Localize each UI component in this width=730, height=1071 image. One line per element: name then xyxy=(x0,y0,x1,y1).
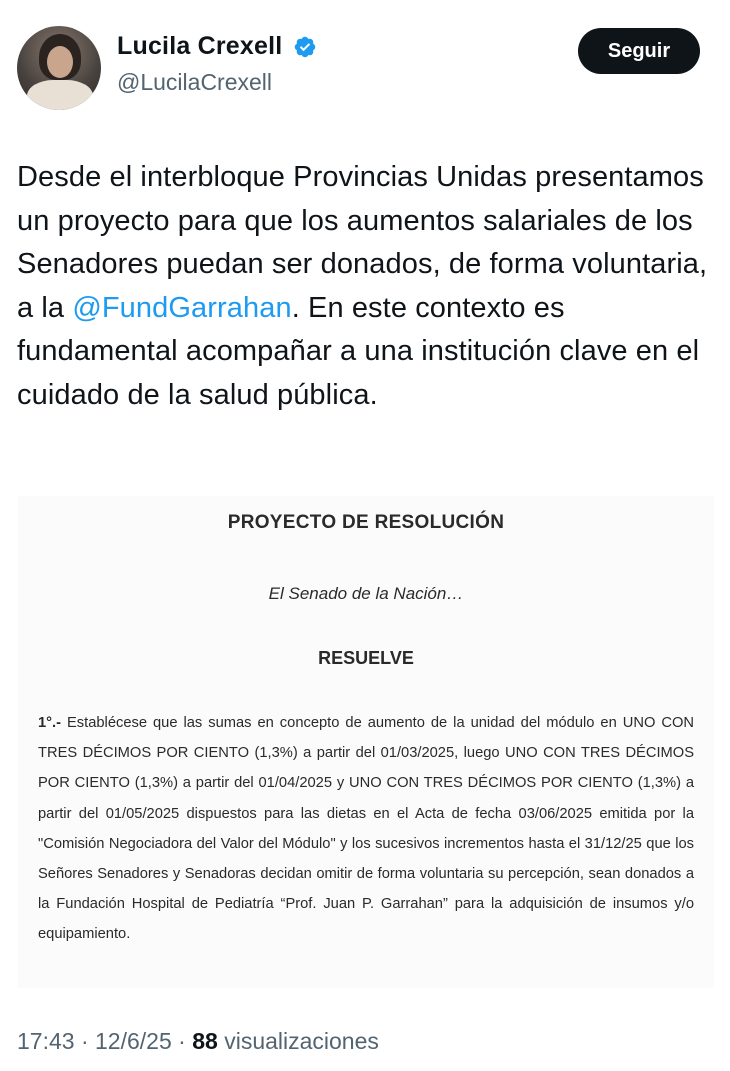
attached-document-image[interactable] xyxy=(18,496,714,988)
article-text: Establécese que las sumas en concepto de aumento de la unidad del módulo en UNO CON TRES DÉCIMOS POR CIENTO (1,3%) a partir del 01/03/2025, luego UNO CON TRES DÉCIMOS POR CIENTO (1,3%) a partir del 01/04/2025 y UNO CON TRES DÉCIMOS POR CIENTO (1,3%) a partir del 01/05/2025 dispuestos para las dietas en el Acta de fecha 03/06/2025 emitida por la "Comisión Negociadora del Valor del Módulo" y los sucesivos incrementos hasta el 31/12/25 que los Señores Senadores y Senadoras decidan omitir de forma voluntaria su percepción, sean donados a la Fundación Hospital de Pediatría “Prof. Juan P. Garrahan” para la adquisición de insumos y/o equipamiento. xyxy=(38,715,694,943)
mention-link[interactable]: @FundGarrahan xyxy=(72,291,292,324)
avatar-face xyxy=(47,46,73,78)
tweet-date[interactable]: 12/6/25 xyxy=(95,1028,172,1054)
meta-separator: · xyxy=(74,1028,96,1054)
tweet-time[interactable]: 17:43 xyxy=(17,1028,75,1054)
article-number: 1°.- xyxy=(38,715,62,731)
follow-button[interactable]: Seguir xyxy=(578,28,700,74)
views-count: 88 xyxy=(192,1028,218,1054)
author-block[interactable] xyxy=(117,32,317,96)
tweet-meta xyxy=(17,1028,379,1055)
tweet-header xyxy=(17,26,700,112)
handle[interactable]: @LucilaCrexell xyxy=(117,69,273,95)
tweet-text xyxy=(17,156,722,417)
tweet-text-after: . En este contexto es fundamental acompañar a una institución clave en el cuidado de la salud pública. xyxy=(17,291,700,411)
document-resolve-heading: RESUELVE xyxy=(318,648,414,668)
views-label: visualizaciones xyxy=(217,1028,379,1054)
meta-separator: · xyxy=(171,1028,193,1054)
avatar[interactable] xyxy=(17,26,101,110)
document-article xyxy=(38,708,694,950)
display-name[interactable]: Lucila Crexell xyxy=(117,32,283,60)
document-senate-line: El Senado de la Nación… xyxy=(268,584,464,603)
tweet-text-before: Desde el interbloque Provincias Unidas presentamos un proyecto para que los aumentos salariales de los Senadores puedan ser donados, de forma voluntaria, a la xyxy=(17,161,708,324)
avatar-body xyxy=(27,80,93,110)
verified-badge-icon xyxy=(293,35,317,59)
document-title: PROYECTO DE RESOLUCIÓN xyxy=(227,512,505,533)
